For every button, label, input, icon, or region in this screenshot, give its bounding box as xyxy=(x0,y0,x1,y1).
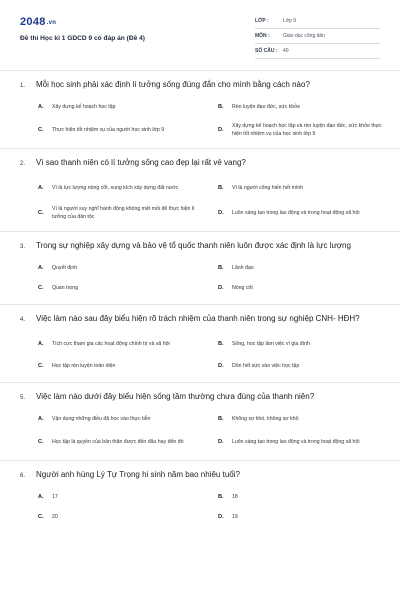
answer-option-d[interactable] xyxy=(218,356,390,376)
answer-option-a[interactable] xyxy=(38,409,210,429)
meta-value: Giáo dục công dân xyxy=(283,33,325,39)
meta-key: SỐ CÂU : xyxy=(255,48,278,54)
answer-option-a[interactable] xyxy=(38,97,210,117)
answer-option-d[interactable] xyxy=(218,200,390,225)
question-item xyxy=(0,382,400,460)
meta-key: LỚP : xyxy=(255,18,269,24)
exam-title: Đề thi Học kì 1 GDCD 9 có đáp án (Đề 4) xyxy=(20,35,145,42)
question-text: Người anh hùng Lý Tự Trọng hi sinh năm bao nhiêu tuổi? xyxy=(36,470,240,479)
meta-value: 40 xyxy=(283,48,289,54)
answer-options xyxy=(20,487,380,527)
answer-option-b[interactable] xyxy=(218,331,390,356)
option-text: 17 xyxy=(52,494,58,500)
option-letter: C. xyxy=(38,438,44,445)
exam-meta-table xyxy=(255,14,380,59)
answer-options xyxy=(20,409,380,454)
question-item xyxy=(0,304,400,382)
question-item xyxy=(0,70,400,148)
option-letter: D. xyxy=(218,363,224,369)
question-text: Việc làm nào sau đây biểu hiện rõ trách nhiệm của thanh niên trong sự nghiệp CNH- HĐH? xyxy=(36,314,360,323)
question-number: 4. xyxy=(20,317,26,323)
answer-option-c[interactable] xyxy=(38,429,210,454)
meta-key: MÔN : xyxy=(255,33,270,39)
question-item xyxy=(0,231,400,304)
answer-option-a[interactable] xyxy=(38,258,210,278)
option-text: Quan trọng xyxy=(52,285,78,291)
option-text: Sống, học tập làm việc vì gia đình xyxy=(232,340,310,347)
answer-option-c[interactable] xyxy=(38,200,210,225)
option-letter: D. xyxy=(218,209,224,216)
answer-options xyxy=(20,258,380,298)
option-text: Không sợ khó, không sợ khổ xyxy=(232,416,299,422)
answer-option-b[interactable] xyxy=(218,258,390,278)
option-text: Luôn sáng tạo trong lao động và trong hoạt động xã hội xyxy=(232,438,360,445)
question-text: Vì sao thanh niên có lí tưởng sống cao đẹp lại rất vẻ vang? xyxy=(36,158,246,167)
option-letter: D. xyxy=(218,438,224,445)
option-text: 20 xyxy=(52,514,58,520)
option-letter: C. xyxy=(38,285,44,291)
answer-option-b[interactable] xyxy=(218,409,390,429)
question-item xyxy=(0,148,400,231)
option-letter: D. xyxy=(218,514,224,520)
answer-options xyxy=(20,97,380,142)
answer-option-b[interactable] xyxy=(218,97,390,117)
question-item xyxy=(0,460,400,533)
answer-option-b[interactable] xyxy=(218,175,390,200)
document-header xyxy=(20,14,382,58)
option-letter: C. xyxy=(38,126,44,133)
option-letter: C. xyxy=(38,514,44,520)
meta-value: Lớp 9 xyxy=(283,18,297,24)
option-text: Nòng cốt xyxy=(232,285,253,291)
question-number: 6. xyxy=(20,473,26,479)
meta-row-subject xyxy=(255,29,380,44)
option-text: Học tập rèn luyện toàn diện xyxy=(52,363,116,369)
answer-options xyxy=(20,175,380,225)
option-text: Học tập là quyền của bản thân được đến đâu hay đến đó xyxy=(52,438,184,445)
answer-option-a[interactable] xyxy=(38,487,210,507)
option-text: Vì là người suy nghĩ hành động không mệt mỏi để thực hiện lí tưởng của dân tộc xyxy=(52,205,195,220)
option-text: Quyết định xyxy=(52,265,78,271)
option-letter: B. xyxy=(218,265,224,271)
option-letter: A. xyxy=(38,184,44,191)
answer-option-d[interactable] xyxy=(218,429,390,454)
question-number: 3. xyxy=(20,244,26,250)
question-number: 5. xyxy=(20,395,26,401)
option-letter: B. xyxy=(218,416,224,422)
option-letter: B. xyxy=(218,340,224,347)
answer-option-d[interactable] xyxy=(218,278,390,298)
option-text: Tích cực tham gia các hoạt động chính trị và xã hội xyxy=(52,340,170,347)
answer-option-d[interactable] xyxy=(218,507,390,527)
option-letter: A. xyxy=(38,494,44,500)
option-letter: C. xyxy=(38,209,44,216)
answer-option-a[interactable] xyxy=(38,175,210,200)
brand-number: 2048 xyxy=(20,16,46,28)
option-letter: D. xyxy=(218,126,224,133)
option-text: Thực hiện tốt nhiệm vụ của người học sinh lớp 9 xyxy=(52,126,165,133)
option-text: Xây dựng kế hoạch học tập và rèn luyện đạo đức, sức khỏe thực hiện tốt nhiệm vụ của học sinh lớp 9 xyxy=(232,122,382,137)
option-letter: B. xyxy=(218,184,224,191)
option-text: Vì là người cống hiến hết mình xyxy=(232,184,304,191)
option-text: Dồn hết sức vào việc học tập xyxy=(232,363,300,369)
option-letter: A. xyxy=(38,340,44,347)
option-text: Luôn sáng tạo trong lao động và trong hoạt động xã hội xyxy=(232,209,360,216)
option-letter: A. xyxy=(38,104,44,110)
question-number: 2. xyxy=(20,161,26,167)
answer-options xyxy=(20,331,380,376)
answer-option-c[interactable] xyxy=(38,507,210,527)
option-text: Lãnh đạo xyxy=(232,265,254,271)
answer-option-c[interactable] xyxy=(38,278,210,298)
answer-option-d[interactable] xyxy=(218,117,390,142)
brand-suffix: .vn xyxy=(46,20,57,26)
meta-row-count xyxy=(255,44,380,59)
option-text: 19 xyxy=(232,514,238,520)
option-text: Vận dụng những điều đã học vào thực tiễn xyxy=(52,416,151,422)
option-text: Rèn luyện đạo đức, sức khỏe xyxy=(232,104,301,110)
option-letter: D. xyxy=(218,285,224,291)
answer-option-c[interactable] xyxy=(38,117,210,142)
option-text: Vì là lực lượng nòng cốt, xung kích xây dựng đất nước xyxy=(52,184,179,191)
option-letter: B. xyxy=(218,494,224,500)
option-letter: B. xyxy=(218,104,224,110)
meta-row-class xyxy=(255,14,380,29)
brand-logo[interactable] xyxy=(20,16,56,28)
option-letter: A. xyxy=(38,265,44,271)
question-text: Trong sự nghiệp xây dựng và bảo vệ tổ quốc thanh niên luôn được xác định là lực lượng xyxy=(36,241,351,250)
question-list xyxy=(0,70,400,533)
option-letter: A. xyxy=(38,416,44,422)
option-text: Xây dựng kế hoạch học tập xyxy=(52,104,116,110)
option-text: 18 xyxy=(232,494,238,500)
answer-option-a[interactable] xyxy=(38,331,210,356)
answer-option-b[interactable] xyxy=(218,487,390,507)
option-letter: C. xyxy=(38,363,44,369)
question-text: Việc làm nào dưới đây biểu hiện sống tầm thường chưa đúng của thanh niên? xyxy=(36,392,315,401)
question-number: 1. xyxy=(20,83,26,89)
answer-option-c[interactable] xyxy=(38,356,210,376)
question-text: Mỗi học sinh phải xác định lí tưởng sống đúng đắn cho mình bằng cách nào? xyxy=(36,80,310,89)
